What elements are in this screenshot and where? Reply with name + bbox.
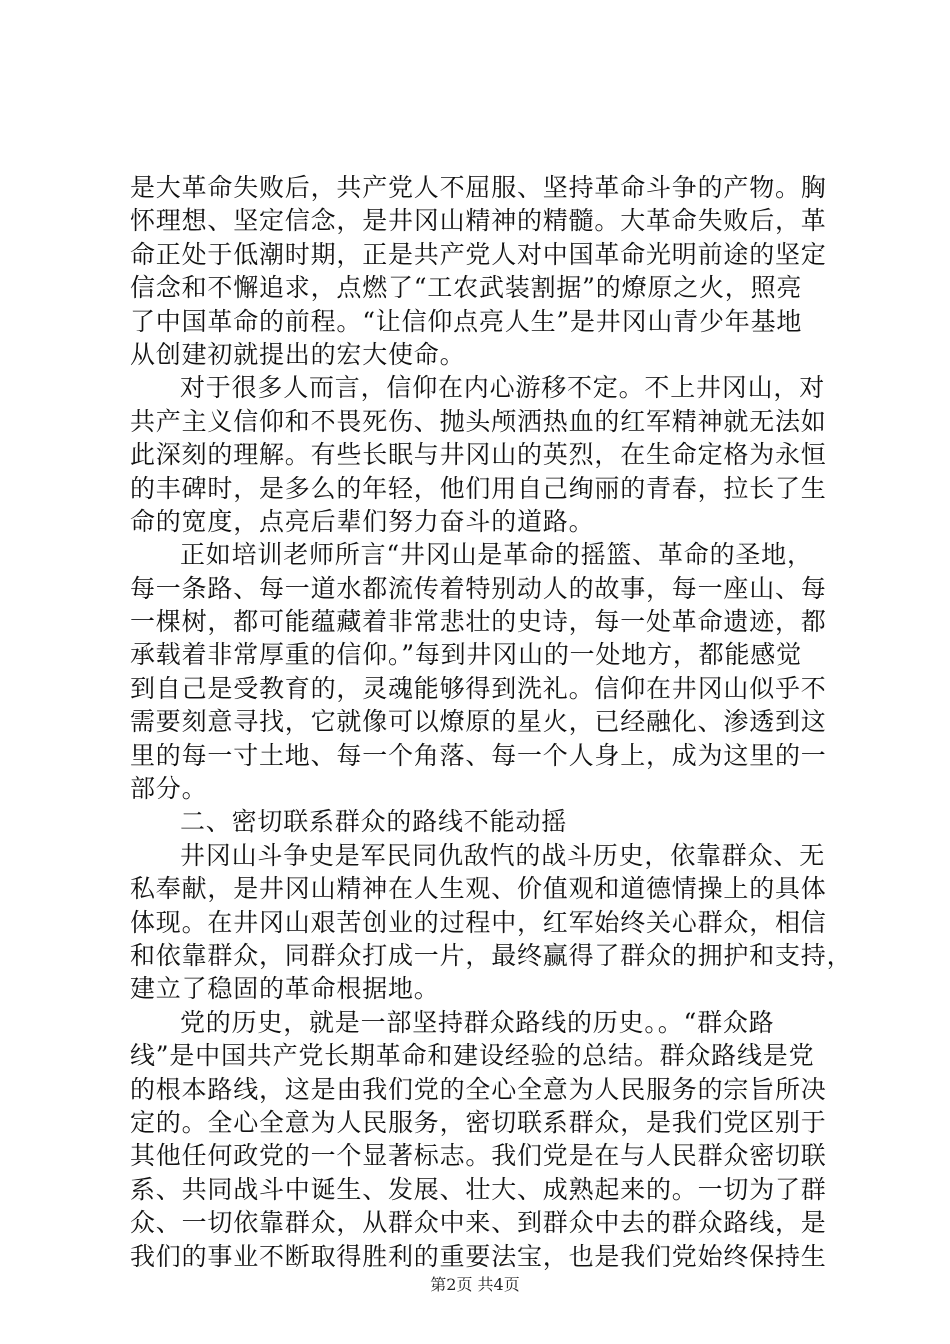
paragraph-start-line: 井冈山斗争史是军民同仇敌忾的战斗历史，依靠群众、无: [180, 840, 826, 870]
text-line: 系、共同战斗中诞生、发展、壮大、成熟起来的。一切为了群: [130, 1174, 827, 1204]
text-line: 私奉献，是井冈山精神在人生观、价值观和道德情操上的具体: [130, 874, 827, 904]
section-heading: 二、密切联系群众的路线不能动摇: [180, 807, 568, 837]
text-line: 的丰碑时，是多么的年轻，他们用自己绚丽的青春，拉长了生: [130, 473, 827, 503]
text-line: 每一条路、每一道水都流传着特别动人的故事，每一座山、每: [130, 573, 827, 603]
text-line: 的根本路线，这是由我们党的全心全意为人民服务的宗旨所决: [130, 1074, 827, 1104]
text-line: 了中国革命的前程。“让信仰点亮人生”是井冈山青少年基地: [130, 306, 803, 336]
text-line: 线”是中国共产党长期革命和建设经验的总结。群众路线是党: [130, 1041, 815, 1071]
text-line: 命的宽度，点亮后辈们努力奋斗的道路。: [130, 506, 595, 536]
text-line: 一棵树，都可能蕴藏着非常悲壮的史诗，每一处革命遗迹，都: [130, 607, 827, 637]
paragraph-start-line: 对于很多人而言，信仰在内心游移不定。不上井冈山，对: [180, 373, 826, 403]
text-line: 和依靠群众，同群众打成一片，最终赢得了群众的拥护和支持，: [130, 940, 853, 970]
text-line: 承载着非常厚重的信仰。”每到井冈山的一处地方，都能感觉: [130, 640, 802, 670]
text-line: 是大革命失败后，共产党人不屈服、坚持革命斗争的产物。胸: [130, 173, 827, 202]
text-line: 从创建初就提出的宏大使命。: [130, 339, 466, 369]
text-line: 里的每一寸土地、每一个角落、每一个人身上，成为这里的一: [130, 740, 827, 770]
text-line: 此深刻的理解。有些长眠与井冈山的英烈，在生命定格为永恒: [130, 440, 827, 470]
body-text: [130, 171, 853, 1273]
text-line: 共产主义信仰和不畏死伤、抛头颅洒热血的红军精神就无法如: [130, 406, 827, 436]
paragraph-start-line: 正如培训老师所言“井冈山是革命的摇篮、革命的圣地，: [180, 540, 813, 570]
text-line: 部分。: [130, 774, 208, 804]
page-footer: 第2页 共4页: [430, 1275, 520, 1294]
text-line: 怀理想、坚定信念，是井冈山精神的精髓。大革命失败后，革: [130, 206, 827, 236]
text-line: 其他任何政党的一个显著标志。我们党是在与人民群众密切联: [130, 1141, 827, 1171]
text-line: 定的。全心全意为人民服务，密切联系群众，是我们党区别于: [130, 1107, 827, 1137]
text-line: 信念和不懈追求，点燃了“工农武装割据”的燎原之火，照亮: [130, 273, 803, 303]
text-line: 命正处于低潮时期，正是共产党人对中国革命光明前途的坚定: [130, 239, 827, 269]
text-line: 体现。在井冈山艰苦创业的过程中，红军始终关心群众，相信: [130, 907, 827, 937]
text-line: 建立了稳固的革命根据地。: [130, 974, 440, 1004]
text-line: 到自己是受教育的，灵魂能够得到洗礼。信仰在井冈山似乎不: [130, 673, 827, 703]
text-line: 需要刻意寻找，它就像可以燎原的星火，已经融化、渗透到这: [130, 707, 827, 737]
text-line: 我们的事业不断取得胜利的重要法宝，也是我们党始终保持生: [130, 1241, 827, 1271]
paragraph-start-line: 党的历史，就是一部坚持群众路线的历史。。“群众路: [180, 1007, 775, 1037]
text-line: 众、一切依靠群众，从群众中来、到群众中去的群众路线，是: [130, 1208, 827, 1238]
